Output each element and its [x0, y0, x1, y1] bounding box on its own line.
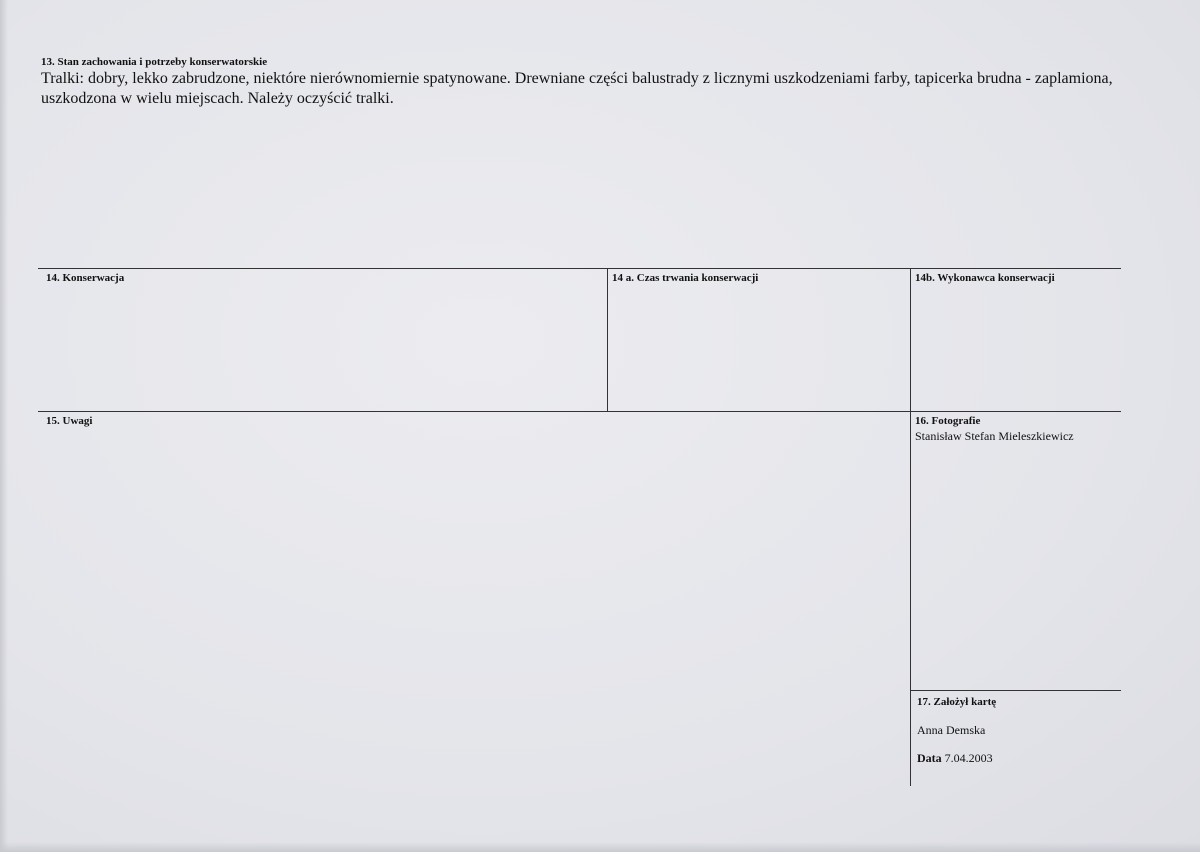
date-value: 7.04.2003	[944, 751, 993, 765]
section-17-author: Anna Demska	[917, 723, 986, 737]
section-17-title: 17. Założył kartę	[917, 696, 997, 708]
section-17-date	[917, 751, 993, 766]
page-shadow-left	[0, 0, 8, 852]
section-13-title: 13. Stan zachowania i potrzeby konserwatorskie	[41, 56, 268, 68]
row-divider-top	[38, 268, 1121, 269]
section-14b-title: 14b. Wykonawca konserwacji	[915, 272, 1055, 284]
row-divider-middle	[38, 411, 1121, 412]
row-divider-17	[910, 690, 1121, 691]
section-16-photographer: Stanisław Stefan Mieleszkiewicz	[915, 429, 1074, 443]
section-14a-title: 14 a. Czas trwania konserwacji	[612, 272, 759, 284]
column-divider-right	[910, 268, 911, 786]
column-divider-14a	[607, 268, 608, 411]
section-16-title: 16. Fotografie	[915, 415, 981, 427]
section-13-text: Tralki: dobry, lekko zabrudzone, niektóre nierównomiernie spatynowane. Drewniane części balustrady z licznymi uszkodzeniami farby, tapicerka brudna - zaplamiona, uszkodzona w wielu miejscach. Należy oczyścić tralki.	[41, 70, 1113, 107]
section-14-title: 14. Konserwacja	[46, 272, 125, 284]
page-shadow-bottom	[0, 842, 1200, 852]
date-label: Data	[917, 751, 942, 765]
section-15-title: 15. Uwagi	[46, 415, 93, 427]
section-13-condition	[41, 56, 1131, 109]
